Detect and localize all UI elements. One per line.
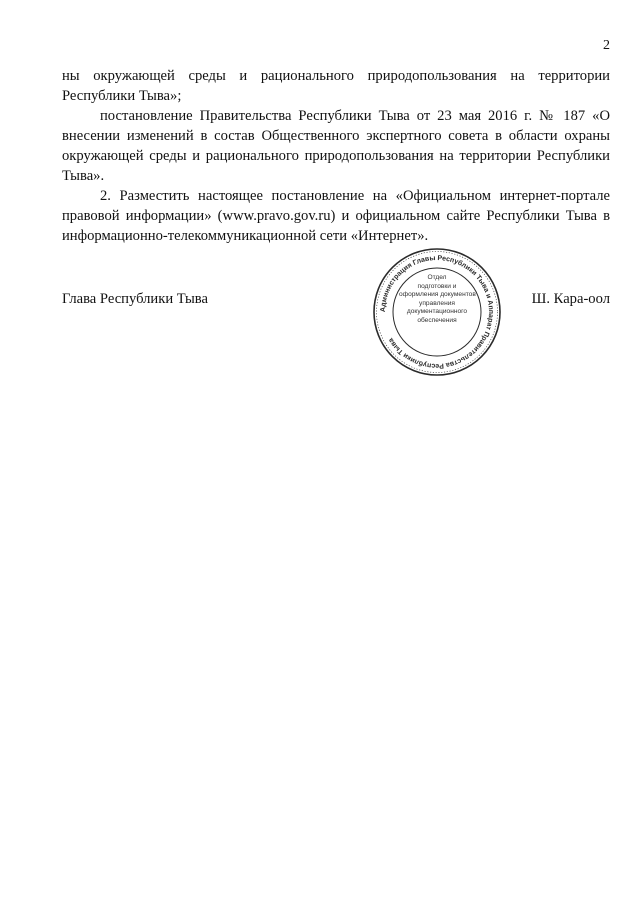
page-number: 2	[603, 38, 610, 53]
seal-ring-text: Администрация Главы Республики Тыва и Аппарат Правительства Республики Тыва	[379, 254, 495, 370]
seal-inner-text	[399, 274, 475, 326]
signature-block	[62, 289, 610, 309]
signatory-name: Ш. Кара-оол	[531, 291, 610, 307]
document-body	[62, 66, 610, 246]
seal-inner-line: обеспечения	[417, 316, 457, 324]
seal-inner-line: управления	[419, 299, 455, 307]
seal-inner-line: подготовки и	[417, 282, 457, 290]
seal-inner-line: Отдел	[427, 274, 447, 281]
paragraph-1: ны окружающей среды и рационального природопользования на территории Республики Тыва»;	[62, 68, 610, 104]
paragraph-2: постановление Правительства Республики Тыва от 23 мая 2016 г. № 187 «О внесении изменений в состав Общественного экспертного совета в области охраны окружающей среды и рационального природопользования на территории Республики Тыва».	[62, 108, 610, 184]
official-seal	[371, 248, 503, 376]
seal-inner-line: оформления документов	[399, 291, 476, 299]
paragraph-3: 2. Разместить настоящее постановление на «Официальном интернет-портале правовой информации» (www.pravo.gov.ru) и официальном сайте Республики Тыва в информационно-телекоммуникационной сети «Интернет».	[62, 188, 610, 244]
seal-inner-line: документационного	[406, 308, 468, 316]
signatory-position: Глава Республики Тыва	[62, 291, 208, 307]
